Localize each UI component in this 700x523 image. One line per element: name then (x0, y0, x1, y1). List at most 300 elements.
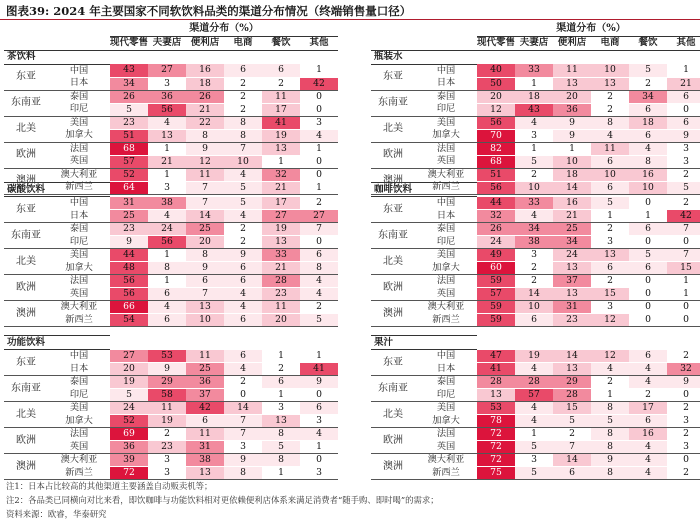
value-cell: 0 (300, 389, 338, 402)
table-row (371, 441, 700, 454)
column-header: 餐饮 (262, 36, 300, 50)
country-label: 日本 (415, 363, 477, 376)
value-cell: 38 (186, 454, 224, 467)
value-cell: 4 (591, 363, 629, 376)
country-label: 印尼 (48, 103, 110, 116)
value-cell: 10 (224, 155, 262, 168)
table-row (4, 249, 338, 262)
value-cell: 1 (667, 275, 700, 288)
table-row (4, 376, 338, 389)
region-label: 北美 (371, 249, 415, 275)
value-cell: 4 (300, 428, 338, 441)
country-label: 美国 (69, 116, 89, 128)
value-cell: 41 (477, 363, 515, 376)
table-row (371, 197, 700, 210)
value-cell: 13 (553, 77, 591, 90)
value-cell: 16 (553, 197, 591, 210)
table-row (4, 363, 338, 376)
value-cell: 10 (186, 314, 224, 327)
value-cell: 23 (148, 441, 186, 454)
region-label: 澳洲 (371, 454, 415, 480)
table-row (4, 236, 338, 249)
region-label: 东亚 (4, 350, 48, 376)
value-cell: 3 (591, 301, 629, 314)
value-cell: 1 (262, 350, 300, 363)
value-cell: 59 (477, 314, 515, 327)
country-label: 英国 (48, 288, 110, 301)
country-label: 泰国 (69, 376, 89, 388)
table-row (4, 90, 338, 103)
value-cell: 50 (477, 77, 515, 90)
region-label: 欧洲 (371, 275, 415, 301)
value-cell: 53 (148, 350, 186, 363)
channel-header: 渠道分布（%） (110, 22, 338, 36)
value-cell: 3 (148, 467, 186, 480)
country-label: 中国 (436, 350, 456, 362)
value-cell: 6 (629, 103, 667, 116)
table-row (4, 428, 338, 441)
value-cell: 1 (300, 181, 338, 194)
value-cell: 1 (591, 210, 629, 223)
value-cell: 4 (629, 467, 667, 480)
value-cell: 27 (110, 350, 148, 363)
column-header: 现代零售 (110, 37, 148, 48)
country-label: 印尼 (415, 236, 477, 249)
table-row (4, 77, 338, 90)
table-row (371, 389, 700, 402)
channel-header-row (371, 22, 700, 36)
value-cell: 6 (667, 116, 700, 129)
value-cell: 5 (515, 155, 553, 168)
value-cell: 3 (148, 181, 186, 194)
value-cell: 0 (224, 389, 262, 402)
value-cell: 13 (262, 236, 300, 249)
table-row (371, 155, 700, 168)
value-cell: 5 (110, 103, 148, 116)
table-row (371, 467, 700, 480)
value-cell: 13 (262, 415, 300, 428)
value-cell: 52 (110, 415, 148, 428)
value-cell: 8 (300, 262, 338, 275)
page-title: 图表39: 2024 年主要国家不同软饮料品类的渠道分布情况（终端销售量口径） (6, 4, 412, 18)
value-cell: 4 (629, 142, 667, 155)
value-cell: 8 (262, 454, 300, 467)
value-cell: 36 (148, 90, 186, 103)
category-panel (371, 335, 700, 480)
table-row (4, 129, 338, 142)
value-cell: 1 (515, 77, 553, 90)
value-cell: 11 (186, 350, 224, 363)
region-label: 东南亚 (4, 90, 48, 116)
value-cell: 39 (110, 454, 148, 467)
country-label: 日本 (48, 210, 110, 223)
table-row (371, 168, 700, 181)
country-label: 中国 (69, 350, 89, 362)
value-cell: 4 (515, 210, 553, 223)
value-cell: 12 (477, 103, 515, 116)
value-cell: 6 (186, 415, 224, 428)
value-cell: 47 (477, 350, 515, 363)
table-row (4, 415, 338, 428)
value-cell: 4 (148, 301, 186, 314)
country-label: 日本 (415, 77, 477, 90)
region-label: 东南亚 (4, 376, 48, 402)
column-header: 其他 (300, 36, 338, 50)
value-cell: 24 (553, 249, 591, 262)
region-label: 北美 (371, 402, 415, 428)
table-row (371, 249, 700, 262)
value-cell: 54 (110, 314, 148, 327)
country-label: 泰国 (436, 376, 456, 388)
value-cell: 2 (591, 103, 629, 116)
value-cell: 17 (262, 103, 300, 116)
value-cell: 1 (300, 64, 338, 77)
value-cell: 16 (186, 64, 224, 77)
value-cell: 37 (553, 275, 591, 288)
note-1: 注1：日本占比较高的其他渠道主要涵盖自动贩卖机等； (6, 481, 213, 491)
category-panel (4, 22, 338, 195)
value-cell: 4 (224, 288, 262, 301)
category-panel (371, 182, 700, 327)
value-cell: 57 (515, 389, 553, 402)
column-header: 夫妻店 (515, 36, 553, 50)
value-cell: 6 (591, 155, 629, 168)
table-row (371, 428, 700, 441)
country-label: 澳大利亚 (60, 454, 98, 466)
table-row (4, 288, 338, 301)
value-cell: 7 (186, 181, 224, 194)
value-cell: 56 (477, 181, 515, 194)
value-cell: 28 (262, 275, 300, 288)
value-cell: 6 (148, 314, 186, 327)
value-cell: 1 (262, 389, 300, 402)
value-cell: 10 (515, 181, 553, 194)
table-row (4, 275, 338, 288)
value-cell: 3 (667, 155, 700, 168)
value-cell: 2 (553, 428, 591, 441)
value-cell: 5 (629, 64, 667, 77)
value-cell: 8 (224, 129, 262, 142)
value-cell: 19 (148, 415, 186, 428)
value-cell: 14 (186, 210, 224, 223)
value-cell: 10 (591, 168, 629, 181)
region-label: 东亚 (371, 197, 415, 223)
value-cell: 13 (591, 249, 629, 262)
column-header: 餐饮 (629, 36, 667, 50)
table-row (4, 142, 338, 155)
value-cell: 0 (667, 103, 700, 116)
value-cell: 3 (300, 467, 338, 480)
value-cell: 6 (667, 90, 700, 103)
value-cell: 2 (300, 197, 338, 210)
value-cell: 16 (629, 428, 667, 441)
value-cell: 4 (224, 363, 262, 376)
value-cell: 58 (148, 389, 186, 402)
value-cell: 4 (515, 363, 553, 376)
value-cell: 0 (300, 454, 338, 467)
value-cell: 14 (553, 350, 591, 363)
value-cell: 0 (667, 301, 700, 314)
region-label: 北美 (4, 249, 48, 275)
value-cell: 6 (224, 314, 262, 327)
value-cell: 19 (515, 350, 553, 363)
value-cell: 6 (629, 223, 667, 236)
country-label: 印尼 (415, 389, 477, 402)
value-cell: 52 (110, 168, 148, 181)
value-cell: 6 (591, 181, 629, 194)
note-2: 注2：各品类已同横向对比来看，即饮咖啡与功能饮料相对更依赖便利店体系来满足消费者“随手购、即时喝”的需求； (6, 495, 439, 505)
value-cell: 72 (110, 467, 148, 480)
table-row (371, 64, 700, 77)
value-cell: 6 (629, 129, 667, 142)
column-header-row (4, 36, 338, 50)
value-cell: 21 (186, 103, 224, 116)
value-cell: 2 (515, 275, 553, 288)
value-cell: 3 (667, 142, 700, 155)
category-label: 茶饮料 (4, 50, 110, 64)
value-cell: 72 (477, 428, 515, 441)
value-cell: 23 (262, 288, 300, 301)
value-cell: 6 (224, 275, 262, 288)
value-cell: 6 (553, 467, 591, 480)
country-label: 新西兰 (48, 314, 110, 327)
value-cell: 70 (477, 129, 515, 142)
country-label: 新西兰 (415, 467, 477, 480)
country-label: 泰国 (69, 223, 89, 235)
country-label: 美国 (436, 116, 456, 128)
country-label: 法国 (69, 428, 89, 440)
value-cell: 2 (515, 262, 553, 275)
column-header: 电商 (591, 36, 629, 50)
value-cell: 4 (515, 116, 553, 129)
table-row (371, 402, 700, 415)
column-header: 其他 (667, 36, 700, 50)
value-cell: 6 (629, 262, 667, 275)
value-cell: 1 (148, 168, 186, 181)
value-cell: 9 (186, 142, 224, 155)
column-header: 便利店 (186, 36, 224, 50)
value-cell: 3 (591, 236, 629, 249)
country-label: 法国 (69, 142, 89, 154)
region-label: 欧洲 (4, 428, 48, 454)
value-cell: 6 (629, 415, 667, 428)
value-cell: 42 (186, 402, 224, 415)
value-cell: 36 (110, 441, 148, 454)
value-cell: 3 (224, 441, 262, 454)
column-header: 现代零售 (477, 37, 515, 48)
value-cell: 4 (148, 210, 186, 223)
value-cell: 0 (300, 168, 338, 181)
value-cell: 12 (186, 155, 224, 168)
value-cell: 24 (477, 236, 515, 249)
country-label: 法国 (436, 142, 456, 154)
value-cell: 56 (110, 275, 148, 288)
value-cell: 3 (515, 249, 553, 262)
value-cell: 20 (477, 90, 515, 103)
value-cell: 25 (186, 363, 224, 376)
country-label: 英国 (415, 288, 477, 301)
value-cell: 11 (262, 301, 300, 314)
table-row (371, 415, 700, 428)
value-cell: 0 (667, 314, 700, 327)
region-label: 东亚 (4, 197, 48, 223)
value-cell: 5 (300, 314, 338, 327)
region-label: 东亚 (371, 350, 415, 376)
value-cell: 43 (515, 103, 553, 116)
country-label: 中国 (436, 197, 456, 209)
table-row (4, 467, 338, 480)
value-cell: 8 (591, 441, 629, 454)
region-label: 东亚 (371, 64, 415, 90)
value-cell: 27 (262, 210, 300, 223)
value-cell: 25 (110, 210, 148, 223)
value-cell: 7 (224, 428, 262, 441)
value-cell: 3 (300, 415, 338, 428)
value-cell: 9 (667, 129, 700, 142)
category-panel (371, 22, 700, 195)
value-cell: 5 (629, 249, 667, 262)
value-cell: 53 (477, 402, 515, 415)
value-cell: 11 (186, 168, 224, 181)
value-cell: 9 (553, 129, 591, 142)
table-row (4, 155, 338, 168)
value-cell: 5 (224, 181, 262, 194)
value-cell: 13 (591, 77, 629, 90)
value-cell: 8 (591, 402, 629, 415)
country-label: 泰国 (436, 223, 456, 235)
value-cell: 4 (300, 275, 338, 288)
value-cell: 1 (262, 467, 300, 480)
value-cell: 6 (224, 262, 262, 275)
value-cell: 2 (300, 301, 338, 314)
value-cell: 20 (262, 314, 300, 327)
value-cell: 2 (667, 428, 700, 441)
category-panel (4, 335, 338, 480)
value-cell: 16 (629, 168, 667, 181)
title-bar (0, 0, 700, 20)
value-cell: 72 (477, 441, 515, 454)
table-row (371, 103, 700, 116)
value-cell: 1 (629, 210, 667, 223)
value-cell: 11 (553, 64, 591, 77)
value-cell: 8 (186, 129, 224, 142)
value-cell: 19 (110, 376, 148, 389)
value-cell: 12 (591, 350, 629, 363)
country-label: 新西兰 (48, 181, 110, 194)
value-cell: 3 (300, 116, 338, 129)
value-cell: 0 (629, 301, 667, 314)
value-cell: 2 (667, 197, 700, 210)
value-cell: 38 (515, 236, 553, 249)
country-label: 加拿大 (48, 415, 110, 428)
table-row (4, 103, 338, 116)
value-cell: 10 (591, 64, 629, 77)
value-cell: 8 (591, 428, 629, 441)
value-cell: 6 (629, 350, 667, 363)
value-cell: 21 (553, 210, 591, 223)
value-cell: 19 (262, 129, 300, 142)
value-cell: 2 (262, 363, 300, 376)
value-cell: 6 (186, 275, 224, 288)
value-cell: 51 (477, 168, 515, 181)
table-row (4, 210, 338, 223)
country-label: 泰国 (69, 90, 89, 102)
value-cell: 4 (224, 210, 262, 223)
table-row (4, 389, 338, 402)
table-row (371, 142, 700, 155)
value-cell: 4 (591, 129, 629, 142)
value-cell: 27 (300, 210, 338, 223)
value-cell: 78 (477, 415, 515, 428)
category-label: 功能饮料 (4, 336, 110, 350)
value-cell: 2 (224, 103, 262, 116)
country-label: 新西兰 (415, 181, 477, 194)
value-cell: 17 (262, 197, 300, 210)
value-cell: 20 (553, 90, 591, 103)
value-cell: 0 (629, 236, 667, 249)
table-row (371, 77, 700, 90)
value-cell: 31 (110, 197, 148, 210)
value-cell: 7 (224, 415, 262, 428)
table-row (371, 350, 700, 363)
country-label: 日本 (415, 210, 477, 223)
region-label: 澳洲 (371, 301, 415, 327)
region-label: 东南亚 (4, 223, 48, 249)
value-cell: 64 (110, 181, 148, 194)
country-label: 法国 (436, 275, 456, 287)
value-cell: 11 (591, 142, 629, 155)
value-cell: 23 (553, 314, 591, 327)
value-cell: 4 (224, 168, 262, 181)
value-cell: 2 (667, 402, 700, 415)
value-cell: 2 (224, 236, 262, 249)
value-cell: 5 (667, 181, 700, 194)
country-label: 中国 (436, 64, 456, 76)
value-cell: 28 (515, 376, 553, 389)
category-panel (4, 182, 338, 327)
value-cell: 9 (667, 376, 700, 389)
value-cell: 9 (224, 249, 262, 262)
value-cell: 6 (591, 262, 629, 275)
value-cell: 8 (224, 467, 262, 480)
value-cell: 18 (553, 168, 591, 181)
value-cell: 26 (110, 90, 148, 103)
value-cell: 15 (591, 288, 629, 301)
value-cell: 66 (110, 301, 148, 314)
value-cell: 2 (667, 168, 700, 181)
table-row (371, 314, 700, 327)
table-row (4, 314, 338, 327)
country-label: 英国 (415, 441, 477, 454)
value-cell: 10 (553, 155, 591, 168)
value-cell: 3 (515, 129, 553, 142)
column-header: 便利店 (553, 36, 591, 50)
value-cell: 13 (553, 288, 591, 301)
value-cell: 0 (300, 103, 338, 116)
value-cell: 10 (629, 181, 667, 194)
region-label: 澳洲 (371, 168, 415, 194)
value-cell: 4 (300, 129, 338, 142)
value-cell: 10 (515, 301, 553, 314)
value-cell: 25 (553, 223, 591, 236)
value-cell: 4 (629, 441, 667, 454)
country-label: 澳大利亚 (427, 454, 465, 466)
value-cell: 24 (148, 223, 186, 236)
value-cell: 82 (477, 142, 515, 155)
table-row (371, 116, 700, 129)
value-cell: 0 (629, 288, 667, 301)
value-cell: 7 (300, 223, 338, 236)
